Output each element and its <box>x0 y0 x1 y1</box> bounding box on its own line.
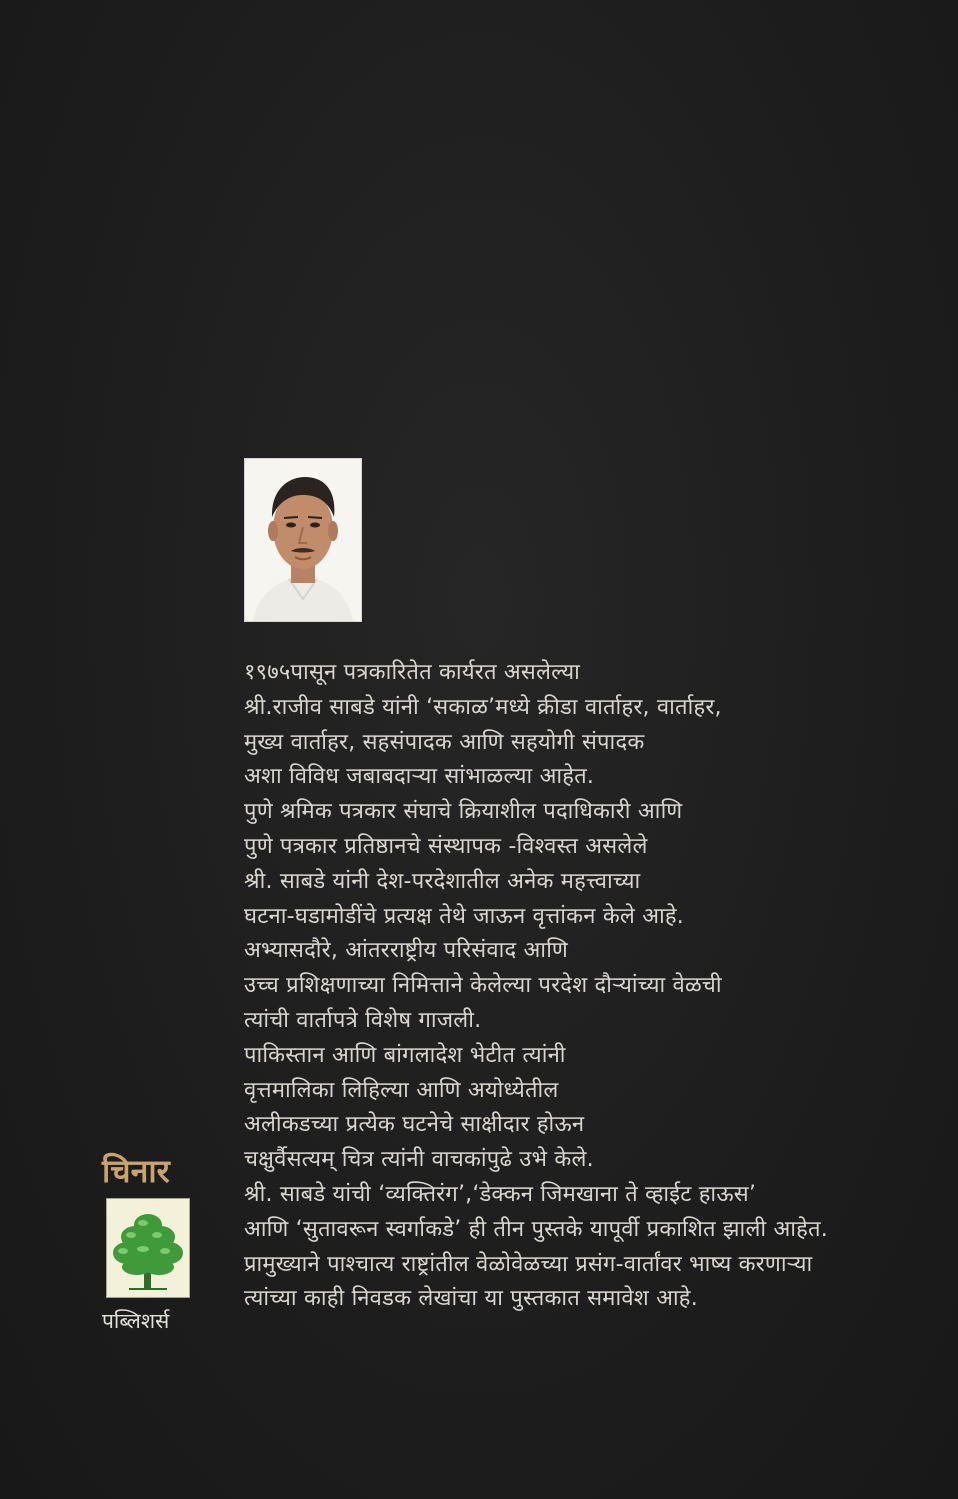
blurb-line: चक्षुर्वैसत्यम् चित्र त्यांनी वाचकांपुढे उभे केले. <box>244 1147 594 1173</box>
blurb-line: श्री. साबडे यांनी देश-परदेशातील अनेक महत्त्वाच्या <box>244 868 641 894</box>
blurb-line: त्यांची वार्तापत्रे विशेष गाजली. <box>244 1007 482 1033</box>
blurb-line: आणि ‘सुतावरून स्वर्गाकडे’ ही तीन पुस्तके यापूर्वी प्रकाशित झाली आहेत. <box>244 1216 828 1242</box>
blurb-line: पुणे पत्रकार प्रतिष्ठानचे संस्थापक -विश्वस्त असलेले <box>244 833 648 859</box>
publisher-name: चिनार <box>102 1152 170 1190</box>
blurb-line: त्यांच्या काही निवडक लेखांचा या पुस्तकात समावेश आहे. <box>244 1286 698 1312</box>
blurb-line: घटना-घडामोडींचे प्रत्यक्ष तेथे जाऊन वृत्तांकन केले आहे. <box>244 903 684 929</box>
blurb-line: अलीकडच्या प्रत्येक घटनेचे साक्षीदार होऊन <box>244 1112 585 1138</box>
author-blurb <box>244 656 944 1317</box>
blurb-line: श्री. साबडे यांची ‘व्यक्तिरंग’,‘डेक्कन जिमखाना ते व्हाईट हाऊस’ <box>244 1181 757 1207</box>
blurb-line: पुणे श्रमिक पत्रकार संघाचे क्रियाशील पदाधिकारी आणि <box>244 799 683 825</box>
blurb-line: उच्च प्रशिक्षणाच्या निमित्ताने केलेल्या परदेश दौऱ्यांच्या वेळची <box>244 973 722 999</box>
blurb-line: पाकिस्तान आणि बांगलादेश भेटीत त्यांनी <box>244 1042 566 1068</box>
tree-icon <box>107 1199 189 1297</box>
publisher-mark <box>100 1150 196 1336</box>
blurb-line: अभ्यासदौरे, आंतरराष्ट्रीय परिसंवाद आणि <box>244 938 569 964</box>
author-photo <box>244 458 362 622</box>
blurb-line: १९७५पासून पत्रकारितेत कार्यरत असलेल्या <box>244 660 581 685</box>
blurb-line: श्री.राजीव साबडे यांनी ‘सकाळ’मध्ये क्रीडा वार्ताहर, वार्ताहर, <box>244 694 722 720</box>
publisher-subtitle: पब्लिशर्स <box>102 1309 170 1333</box>
blurb-line: अशा विविध जबाबदाऱ्या सांभाळल्या आहेत. <box>244 764 595 790</box>
blurb-line: वृत्तमालिका लिहिल्या आणि अयोध्येतील <box>244 1077 559 1103</box>
blurb-line: प्रामुख्याने पाश्चात्य राष्ट्रांतील वेळोवेळच्या प्रसंग-वार्तांवर भाष्य करणाऱ्या <box>244 1251 813 1277</box>
blurb-line: मुख्य वार्ताहर, सहसंपादक आणि सहयोगी संपादक <box>244 729 645 755</box>
publisher-logo <box>106 1198 190 1298</box>
